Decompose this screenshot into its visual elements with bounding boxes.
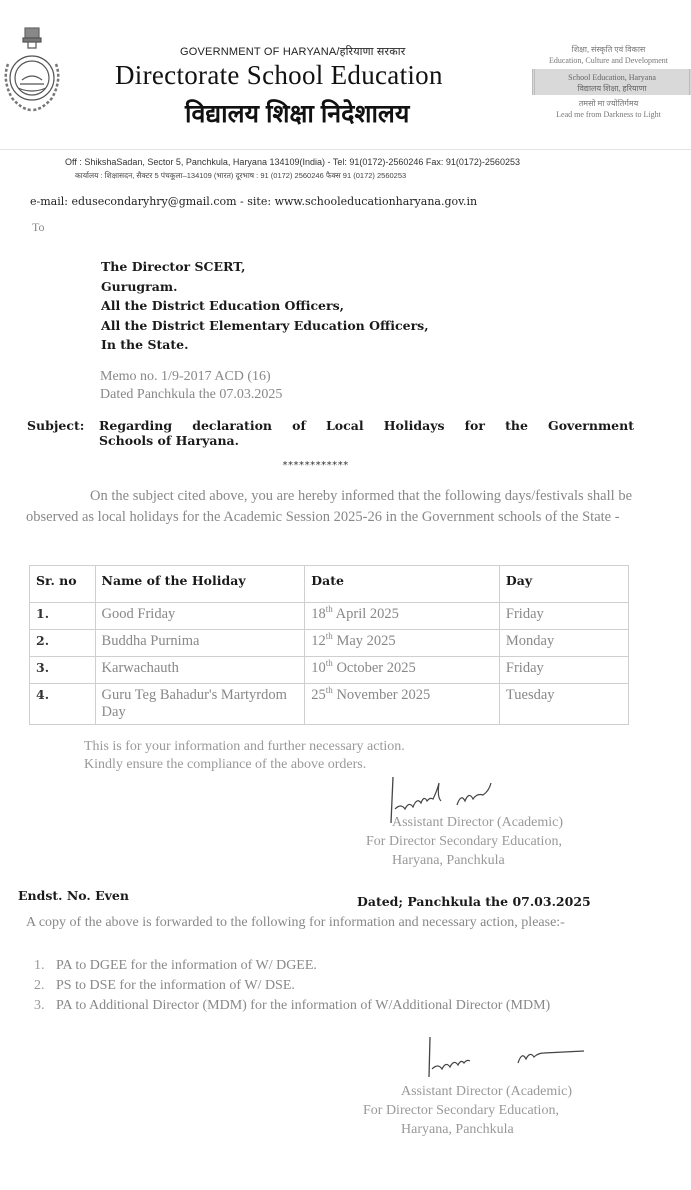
cell-date bbox=[305, 657, 500, 684]
contact-line bbox=[30, 195, 477, 208]
intro-paragraph bbox=[26, 486, 632, 528]
motto-line-hindi: शिक्षा, संस्कृति एवं विकास bbox=[571, 45, 646, 54]
date-suffix: th bbox=[325, 685, 333, 695]
header-day: Day bbox=[499, 566, 628, 603]
signatory-location: Haryana, Panchkula bbox=[392, 853, 505, 868]
office-address-hindi: कार्यालय : शिक्षासदन, सैक्टर 5 पंचकूला–134109 (भारत) दूरभाष : 91 (0172) 2560246 फैक्स 91 (0172) 2560253 bbox=[75, 171, 407, 180]
holidays-table bbox=[29, 565, 629, 725]
table-header-row bbox=[30, 566, 629, 603]
motto-translation: Lead me from Darkness to Light bbox=[556, 110, 661, 119]
website-link[interactable]: www.schooleducationharyana.gov.in bbox=[274, 195, 478, 208]
office-address-english: Off : ShikshaSadan, Sector 5, Panchkula, Haryana 134109(India) - Tel: 91(0172)-2560246 Fax: 91(0172)-2560253 bbox=[65, 157, 520, 167]
cell-holiday-name: Buddha Purnima bbox=[95, 630, 305, 657]
closing-line-2: Kindly ensure the compliance of the above orders. bbox=[84, 757, 367, 772]
date-suffix: th bbox=[325, 604, 333, 614]
item-number: 2. bbox=[34, 978, 45, 993]
cell-holiday-name: Good Friday bbox=[95, 603, 305, 630]
email-label: e-mail: bbox=[30, 195, 68, 208]
cell-day: Tuesday bbox=[499, 684, 628, 725]
recipient: In the State. bbox=[101, 337, 189, 352]
signatory-title: Assistant Director (Academic) bbox=[392, 815, 564, 830]
signatory-location: Haryana, Panchkula bbox=[401, 1122, 514, 1137]
subject-label: Subject: bbox=[27, 418, 85, 433]
signatory-office: For Director Secondary Education, bbox=[363, 1103, 559, 1118]
endorsement-number: Endst. No. Even bbox=[18, 888, 129, 903]
date-suffix: th bbox=[325, 631, 333, 641]
to-label: To bbox=[32, 220, 45, 234]
signatory-office: For Director Secondary Education, bbox=[366, 834, 562, 849]
separator-stars: ************ bbox=[282, 460, 349, 471]
motto-panel-line1: School Education, Haryana bbox=[568, 73, 656, 82]
cell-sr: 3. bbox=[30, 657, 96, 684]
site-label: - site: bbox=[240, 195, 272, 208]
cell-day: Friday bbox=[499, 603, 628, 630]
recipient: All the District Education Officers, bbox=[101, 298, 344, 313]
subject-line-2: Schools of Haryana. bbox=[99, 433, 240, 448]
letterhead-divider bbox=[0, 149, 691, 150]
cell-day: Monday bbox=[499, 630, 628, 657]
date-day: 25 bbox=[311, 687, 326, 703]
copy-forward-text bbox=[18, 914, 628, 931]
date-suffix: th bbox=[325, 658, 333, 668]
recipient: Gurugram. bbox=[101, 278, 178, 294]
closing-line-1: This is for your information and further necessary action. bbox=[84, 739, 405, 754]
motto-line-english: Education, Culture and Development bbox=[548, 56, 669, 65]
government-line: GOVERNMENT OF HARYANA/हरियाणा सरकार bbox=[180, 46, 406, 58]
endorsement-date: Dated; Panchkula the 07.03.2025 bbox=[357, 894, 591, 909]
email-link[interactable]: edusecondaryhry@gmail.com bbox=[71, 195, 237, 208]
table-row bbox=[30, 684, 629, 725]
item-number: 1. bbox=[34, 958, 45, 973]
table-row bbox=[30, 630, 629, 657]
header-holiday-name: Name of the Holiday bbox=[95, 566, 305, 603]
haryana-emblem-icon bbox=[0, 22, 64, 118]
memo-number: Memo no. 1/9-2017 ACD (16) bbox=[100, 369, 271, 384]
subject-line-1: Regarding declaration of Local Holidays for the Government bbox=[99, 418, 634, 433]
list-item bbox=[34, 957, 624, 974]
date-month-year: November 2025 bbox=[332, 687, 431, 703]
memo-block bbox=[100, 368, 282, 404]
date-day: 10 bbox=[311, 660, 326, 676]
date-month-year: April 2025 bbox=[332, 606, 399, 622]
cell-day: Friday bbox=[499, 657, 628, 684]
cell-date bbox=[305, 603, 500, 630]
closing-text bbox=[84, 738, 405, 774]
item-text: PA to Additional Director (MDM) for the information of W/Additional Director (MDM) bbox=[56, 998, 551, 1013]
motto-box bbox=[526, 44, 691, 144]
cell-date bbox=[305, 684, 500, 725]
date-month-year: May 2025 bbox=[332, 633, 396, 649]
date-day: 12 bbox=[311, 633, 326, 649]
cell-sr: 2. bbox=[30, 630, 96, 657]
cell-holiday-name: Guru Teg Bahadur's Martyrdom Day bbox=[95, 684, 305, 725]
cell-date bbox=[305, 630, 500, 657]
department-name-english: Directorate School Education bbox=[115, 60, 443, 90]
signatory-block-1 bbox=[366, 813, 563, 870]
recipients-list bbox=[101, 257, 429, 355]
memo-date: Dated Panchkula the 07.03.2025 bbox=[100, 387, 283, 402]
cell-sr: 1. bbox=[30, 603, 96, 630]
header-date: Date bbox=[305, 566, 500, 603]
table-row bbox=[30, 603, 629, 630]
recipient: All the District Elementary Education Officers, bbox=[101, 317, 429, 333]
recipient: The Director SCERT, bbox=[101, 259, 246, 274]
date-day: 18 bbox=[311, 606, 326, 622]
signatory-title: Assistant Director (Academic) bbox=[401, 1084, 573, 1099]
table-row bbox=[30, 657, 629, 684]
list-item bbox=[34, 997, 624, 1014]
item-text: PS to DSE for the information of W/ DSE. bbox=[56, 978, 295, 993]
signature-2 bbox=[420, 1035, 590, 1085]
item-number: 3. bbox=[34, 998, 45, 1013]
cell-sr: 4. bbox=[30, 684, 96, 725]
signatory-block-2 bbox=[363, 1082, 572, 1139]
motto-sanskrit: तमसो मा ज्योतिर्गमय bbox=[578, 99, 639, 108]
cell-holiday-name: Karwachauth bbox=[95, 657, 305, 684]
department-name-hindi: विद्यालय शिक्षा निदेशालय bbox=[185, 100, 410, 128]
intro-text: On the subject cited above, you are hereby informed that the following days/festivals shall be observed as local holidays for the Academic Session 2025-26 in the Government schools of the State - bbox=[26, 488, 632, 525]
item-text: PA to DGEE for the information of W/ DGEE. bbox=[56, 958, 317, 973]
motto-panel-line2: विद्यालय शिक्षा, हरियाणा bbox=[577, 84, 647, 93]
header-sr-no: Sr. no bbox=[30, 566, 96, 603]
list-item bbox=[34, 977, 624, 994]
motto-panel bbox=[532, 69, 691, 95]
forward-list bbox=[34, 957, 624, 1017]
copy-text: A copy of the above is forwarded to the following for information and necessary action, please:- bbox=[26, 915, 565, 930]
date-month-year: October 2025 bbox=[332, 660, 416, 676]
